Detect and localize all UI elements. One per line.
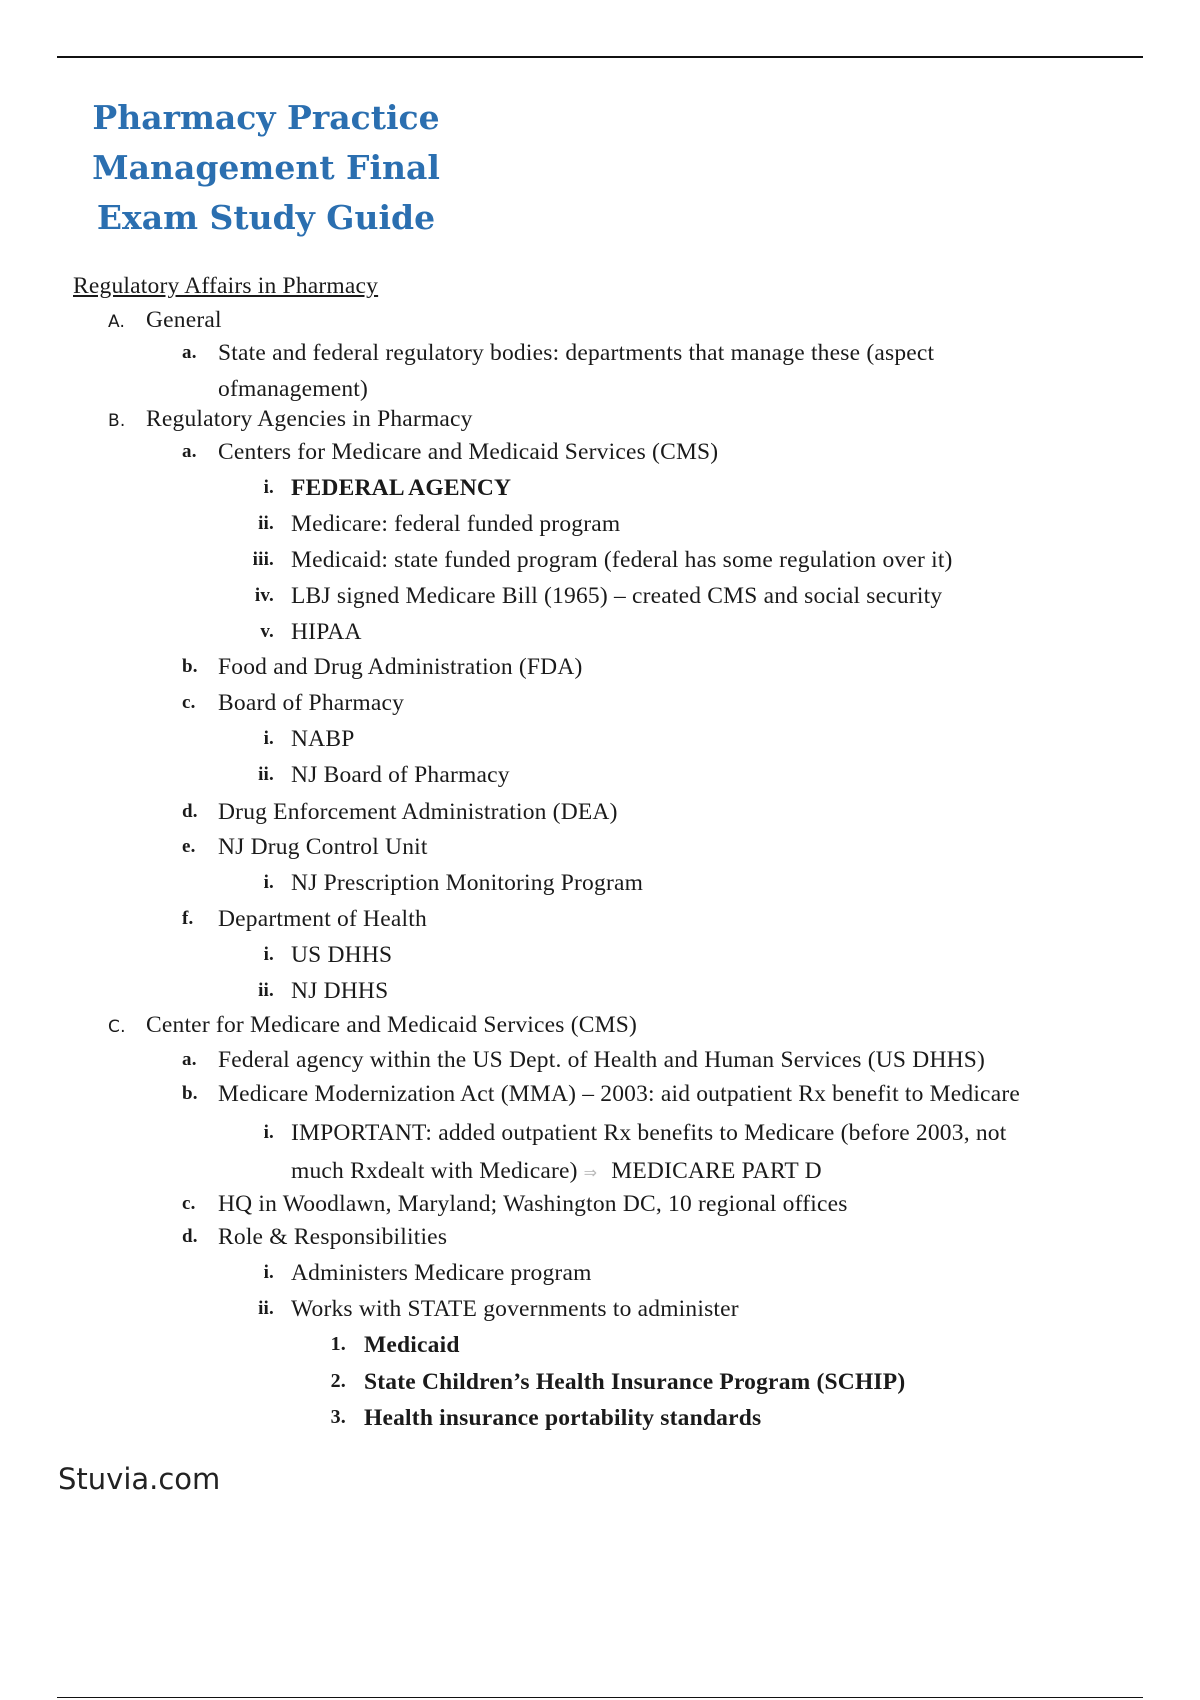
title-line-3: Exam Study Guide: [96, 198, 436, 237]
outline-marker: C.: [108, 1017, 126, 1037]
document-title: [86, 93, 446, 243]
title-line-1: Pharmacy Practice: [92, 98, 440, 137]
outline-marker: i.: [263, 728, 274, 749]
outline-marker: 1.: [330, 1333, 346, 1355]
outline-marker: d.: [182, 801, 198, 822]
outline-text: Health insurance portability standards: [364, 1405, 762, 1431]
outline-text: LBJ signed Medicare Bill (1965) – created CMS and social security: [291, 583, 943, 609]
outline-marker: e.: [182, 836, 196, 857]
title-line-2: Management Final: [92, 148, 440, 187]
outline-marker: a.: [182, 342, 197, 363]
outline-text: NJ DHHS: [291, 978, 389, 1004]
outline-marker: c.: [182, 1193, 196, 1214]
outline-marker: iii.: [252, 549, 274, 570]
outline-text: Administers Medicare program: [291, 1260, 592, 1286]
outline-marker: ii.: [258, 980, 274, 1001]
medicare-part-d-text: MEDICARE PART D: [611, 1158, 822, 1184]
outline-text: much Rxdealt with Medicare): [291, 1158, 578, 1184]
outline-marker: ii.: [258, 1298, 274, 1319]
outline-marker: c.: [182, 692, 196, 713]
outline-text: NJ Prescription Monitoring Program: [291, 870, 644, 896]
outline-text: Centers for Medicare and Medicaid Services (CMS): [218, 439, 719, 465]
outline-text: Board of Pharmacy: [218, 690, 405, 716]
outline-marker: B.: [108, 411, 126, 431]
outline-marker: f.: [182, 908, 194, 929]
outline-text: Regulatory Agencies in Pharmacy: [146, 406, 473, 432]
outline-marker: i.: [263, 477, 274, 498]
outline-text: ofmanagement): [218, 376, 369, 402]
outline-marker: i.: [263, 872, 274, 893]
outline-marker: d.: [182, 1226, 198, 1247]
outline-text: Center for Medicare and Medicaid Services (CMS): [146, 1012, 637, 1038]
outline-text: State Children’s Health Insurance Program (SCHIP): [364, 1369, 906, 1395]
outline-text: NJ Board of Pharmacy: [291, 762, 510, 788]
outline-text: Medicare: federal funded program: [291, 511, 621, 537]
outline-text: HQ in Woodlawn, Maryland; Washington DC, 10 regional offices: [218, 1191, 848, 1217]
outline-text: HIPAA: [291, 619, 362, 645]
outline-text: NJ Drug Control Unit: [218, 834, 428, 860]
section-heading: Regulatory Affairs in Pharmacy: [73, 273, 379, 299]
outline-text: Medicare Modernization Act (MMA) – 2003: aid outpatient Rx benefit to Medicare: [218, 1081, 1020, 1107]
outline-marker: ii.: [258, 513, 274, 534]
outline-marker: b.: [182, 656, 198, 677]
outline-text: Food and Drug Administration (FDA): [218, 654, 583, 680]
outline-marker: a.: [182, 441, 197, 462]
outline-marker: A.: [108, 312, 126, 332]
outline-text: Medicaid: [364, 1332, 460, 1358]
stuvia-watermark[interactable]: Stuvia.com: [58, 1462, 221, 1496]
outline-marker: i.: [263, 944, 274, 965]
outline-marker: i.: [263, 1262, 274, 1283]
outline-text: Medicaid: state funded program (federal has some regulation over it): [291, 547, 953, 573]
footer-rule: [57, 1697, 1143, 1698]
outline-text: Role & Responsibilities: [218, 1224, 448, 1250]
outline-text: General: [146, 307, 222, 333]
outline-marker: i.: [263, 1122, 274, 1143]
outline-text: NABP: [291, 726, 355, 752]
outline-text-continued: [291, 1158, 822, 1185]
outline-marker: ii.: [258, 764, 274, 785]
outline-text: Department of Health: [218, 906, 427, 932]
outline-text: US DHHS: [291, 942, 393, 968]
outline-marker: a.: [182, 1049, 197, 1070]
outline-marker: b.: [182, 1083, 198, 1104]
header-rule: [57, 56, 1143, 58]
outline-marker: 2.: [330, 1370, 346, 1392]
outline-text: IMPORTANT: added outpatient Rx benefits to Medicare (before 2003, not: [291, 1120, 1007, 1146]
outline-marker: iv.: [254, 585, 274, 606]
outline-text: State and federal regulatory bodies: departments that manage these (aspect: [218, 340, 935, 366]
outline-marker: v.: [260, 621, 274, 642]
outline-marker: 3.: [330, 1406, 346, 1428]
arrow-right-icon: ⇒: [583, 1163, 598, 1182]
outline-text: Federal agency within the US Dept. of Health and Human Services (US DHHS): [218, 1047, 986, 1073]
outline-text: Works with STATE governments to administer: [291, 1296, 739, 1322]
outline-text: Drug Enforcement Administration (DEA): [218, 799, 618, 825]
outline-text: FEDERAL AGENCY: [291, 475, 512, 501]
